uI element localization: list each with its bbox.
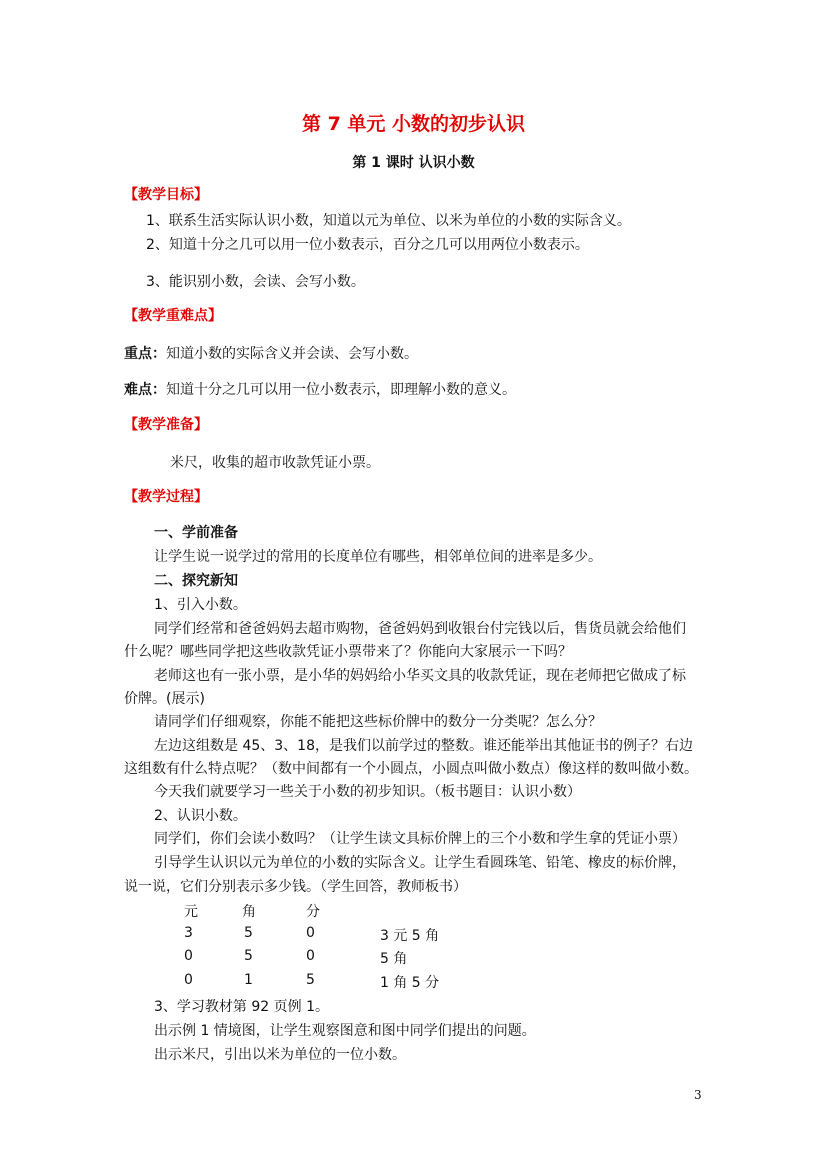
- process-line: 2、认识小数。: [154, 808, 247, 824]
- table-cell: 0: [306, 925, 315, 941]
- preparation-heading: 【教学准备】: [124, 417, 208, 433]
- page-title: 第 7 单元 小数的初步认识: [301, 113, 526, 135]
- process-line: 今天我们就要学习一些关于小数的初步知识。（板书题目：认识小数）: [154, 784, 581, 800]
- process-line: 出示例 1 情境图，让学生观察图意和图中同学们提出的问题。: [154, 1023, 536, 1039]
- objectives-heading: 【教学目标】: [124, 187, 208, 203]
- table-cell: 0: [184, 972, 193, 988]
- table-cell: 5 角: [380, 951, 408, 967]
- step1-text: 让学生说一说学过的常用的长度单位有哪些，相邻单位间的进率是多少。: [154, 549, 602, 565]
- process-line: 价牌。(展示): [124, 691, 205, 707]
- table-cell: 0: [306, 948, 315, 964]
- table-cell: 3 元 5 角: [380, 928, 440, 944]
- process-line: 同学们经常和爸爸妈妈去超市购物，爸爸妈妈到收银台付完钱以后，售货员就会给他们: [154, 621, 686, 637]
- step1-title: 一、学前准备: [154, 525, 238, 541]
- process-line: 左边这组数是 45、3、18，是我们以前学过的整数。谁还能举出其他证书的例子？右边: [154, 738, 693, 754]
- difficult-point-line: [124, 379, 516, 399]
- table-header: 元: [184, 904, 198, 920]
- process-line: 1、引入小数。: [154, 597, 247, 613]
- page-number: 3: [694, 1088, 702, 1102]
- process-line: 同学们，你们会读小数吗？（让学生读文具标价牌上的三个小数和学生拿的凭证小票）: [154, 831, 686, 847]
- objective-item: 2、知道十分之几可以用一位小数表示，百分之几可以用两位小数表示。: [146, 237, 589, 253]
- objective-item: 1、联系生活实际认识小数，知道以元为单位、以米为单位的小数的实际含义。: [146, 213, 631, 229]
- table-header: 角: [242, 904, 256, 920]
- process-heading: 【教学过程】: [124, 489, 208, 505]
- table-cell: 3: [184, 925, 193, 941]
- process-line: 老师这也有一张小票，是小华的妈妈给小华买文具的收款凭证，现在老师把它做成了标: [154, 668, 686, 684]
- difficult-point-label: 难点：: [124, 382, 166, 398]
- process-line: 请同学们仔细观察，你能不能把这些标价牌中的数分一分类呢？怎么分？: [154, 714, 602, 730]
- table-cell: 5: [244, 925, 253, 941]
- objective-item: 3、能识别小数，会读、会写小数。: [146, 274, 365, 290]
- process-line: 说一说，它们分别表示多少钱。（学生回答，教师板书）: [124, 879, 467, 895]
- key-point-text: 知道小数的实际含义并会读、会写小数。: [166, 346, 418, 362]
- key-points-heading: 【教学重难点】: [124, 308, 222, 324]
- table-cell: 5: [244, 948, 253, 964]
- table-cell: 1: [244, 972, 253, 988]
- table-cell: 5: [306, 972, 315, 988]
- difficult-point-text: 知道十分之几可以用一位小数表示，即理解小数的意义。: [166, 382, 516, 398]
- table-header: 分: [306, 904, 320, 920]
- process-line: 什么呢？哪些同学把这些收款凭证小票带来了？你能向大家展示一下吗？: [124, 644, 572, 660]
- process-line: 这组数有什么特点呢？（数中间都有一个小圆点，小圆点叫做小数点）像这样的数叫做小数。: [124, 761, 698, 777]
- process-line: 出示米尺，引出以米为单位的一位小数。: [154, 1047, 406, 1063]
- key-point-label: 重点：: [124, 346, 166, 362]
- preparation-text: 米尺，收集的超市收款凭证小票。: [170, 455, 380, 471]
- step2-title: 二、探究新知: [154, 573, 238, 589]
- table-cell: 1 角 5 分: [380, 975, 440, 991]
- process-line: 3、学习教材第 92 页例 1。: [154, 999, 329, 1015]
- key-point-line: [124, 343, 418, 363]
- table-cell: 0: [184, 948, 193, 964]
- process-line: 引导学生认识以元为单位的小数的实际含义。让学生看圆珠笔、铅笔、橡皮的标价牌，: [154, 855, 686, 871]
- lesson-subtitle: 第 1 课时 认识小数: [352, 155, 475, 171]
